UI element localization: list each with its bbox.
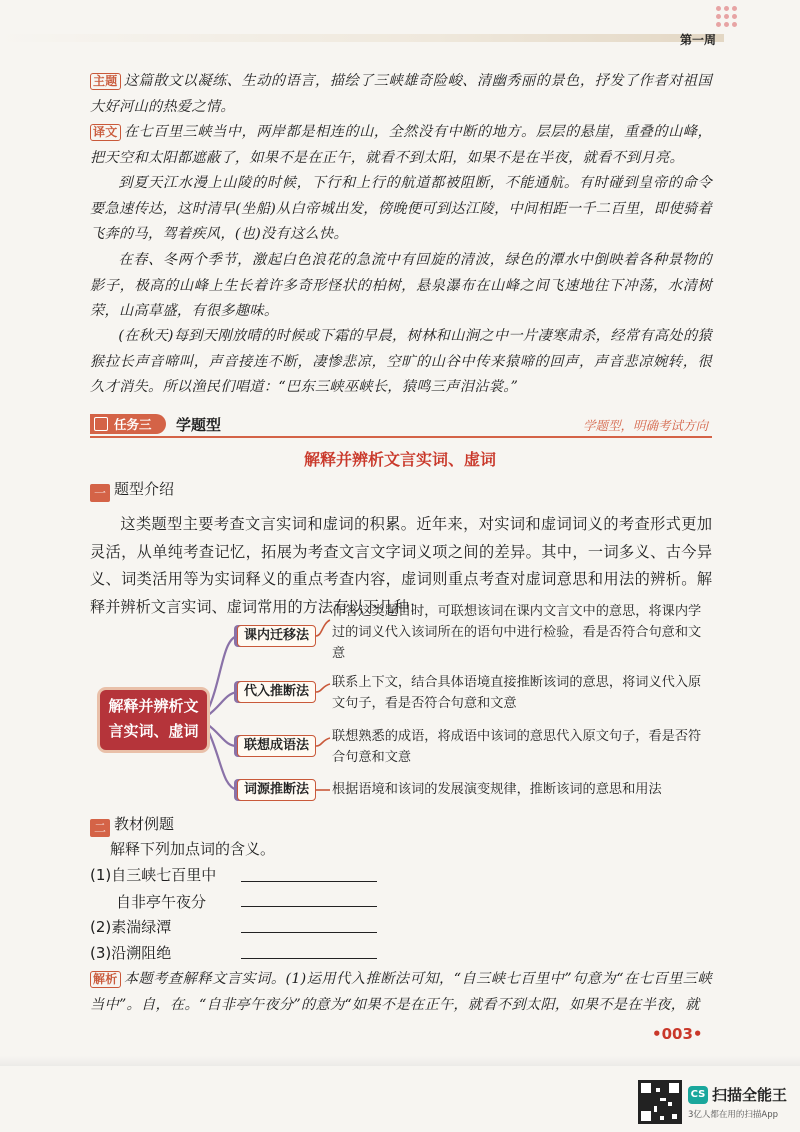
question-item: (1)自三峡七百里中 [90, 866, 217, 884]
mindmap-center: 解释并辨析文 言实词、虚词 [100, 690, 207, 750]
mindmap-desc-idiom: 联想熟悉的成语，将成语中该词的意思代入原文句子，看是否符合句意和文意 [332, 729, 702, 765]
answer-blank[interactable] [241, 958, 377, 959]
section-title: 解释并辨析文言实词、虚词 [303, 450, 496, 469]
task-title: 学题型 [176, 416, 222, 434]
translation-paragraph-3: 在春、冬两个季节，激起白色浪花的急流中有回旋的清波，绿色的潭水中倒映着各种景物的影子，极高的山峰上生长着许多奇形怪状的柏树，悬泉瀑布在山峰之间飞速地往下冲荡，水清树荣，山高草盛，有很多趣味。 [90, 252, 712, 319]
week-label: 第一周 [680, 33, 717, 47]
translation-paragraph-1: 译文 在七百里三峡当中，两岸都是相连的山，全然没有中断的地方。层层的悬崖，重叠的山峰，把天空和太阳都遮蔽了，如果不是在正午，就看不到太阳，如果不是在半夜，就看不到月亮。 [90, 124, 712, 166]
question-item: (2)素湍绿潭 [90, 918, 172, 936]
question-item: 自非亭午夜分 [116, 893, 207, 911]
camscanner-logo-icon: CS [688, 1086, 708, 1104]
watermark-subtitle: 3亿人都在用的扫描App [688, 1110, 779, 1120]
mindmap-desc-substitution: 联系上下文，结合具体语境直接推断该词的意思，将词义代入原文句子，看是否符合句意和文意 [332, 675, 702, 711]
mindmap-desc-etymology: 根据语境和该词的发展演变规律，推断该词的意思和用法 [332, 782, 662, 797]
question-prompt: 解释下列加点词的含义。 [110, 840, 276, 858]
mindmap-node-transfer: 课内迁移法 [237, 625, 316, 647]
watermark-title: 扫描全能王 [712, 1086, 788, 1104]
task-badge: 任务三 [90, 414, 166, 434]
translation-tag: 译文 [90, 124, 121, 141]
subheading-number: 一 [90, 484, 110, 502]
translation-paragraph-4: (在秋天)每到天刚放晴的时候或下霜的早晨，树林和山涧之中一片凄寒肃杀，经常有高处的猿猴拉长声音啼叫，声音接连不断，凄惨悲凉，空旷的山谷中传来猿啼的回声，声音悲凉婉转，很久才消失。所以渔民们唱道：“巴东三峡巫峡长，猿鸣三声泪沾裳。” [90, 328, 712, 395]
translation-paragraph-2: 到夏天江水漫上山陵的时候，下行和上行的航道都被阻断，不能通航。有时碰到皇帝的命令要急速传达，这时清早(坐船)从白帝城出发，傍晚便可到达江陵，中间相距一千二百里，即使骑着飞奔的马，驾着疾风，(也)没有这么快。 [90, 175, 712, 242]
analysis-tag: 解析 [90, 971, 121, 988]
analysis-paragraph [90, 967, 712, 1018]
task-note: 学题型，明确考试方向 [582, 418, 708, 433]
answer-blank[interactable] [241, 932, 377, 933]
answer-blank[interactable] [241, 881, 377, 882]
subheading-question-type: 一 题型介绍 [90, 478, 174, 498]
mindmap-desc-transfer: 作答这类题目时，可联想该词在课内文言文中的意思，将课内学过的词义代入该词所在的语句中进行检验，看是否符合句意和文意 [332, 604, 702, 661]
subheading-number: 二 [90, 819, 110, 837]
question-item: (3)沿溯阻绝 [90, 944, 172, 962]
analysis-text: 本题考查解释文言实词。(1)运用代入推断法可知，“自三峡七百里中”句意为“在七百里三峡当中”。自，在。“自非亭午夜分”的意为“如果不是在正午，就看不到太阳，如果不是在半夜，就 [90, 971, 712, 1013]
answer-blank[interactable] [241, 906, 377, 907]
mindmap-node-substitution: 代入推断法 [237, 681, 316, 703]
intro-paragraph: 这类题型主要考查文言实词和虚词的积累。近年来，对实词和虚词词义的考查形式更加灵活，从单纯考查记忆，拓展为考查文言文字词义项之间的差异。其中，一词多义、古今异义、词类活用等为实词释义的重点考查内容，虚词则重点考查对虚词意思和用法的辨析。解释并辨析文言实词、虚词常用的方法有以下几种： [90, 515, 712, 616]
theme-text: 这篇散文以凝练、生动的语言，描绘了三峡雄奇险峻、清幽秀丽的景色，抒发了作者对祖国大好河山的热爱之情。 [90, 73, 712, 115]
qr-code-icon [638, 1080, 682, 1124]
subheading-textbook-example: 二 教材例题 [90, 813, 174, 833]
theme-tag: 主题 [90, 73, 121, 90]
mindmap-node-idiom: 联想成语法 [237, 735, 316, 757]
mindmap-node-etymology: 词源推断法 [237, 779, 316, 801]
scanner-watermark [638, 1080, 798, 1128]
page-number: •003• [652, 1025, 703, 1043]
page-bottom-edge [0, 1056, 800, 1066]
